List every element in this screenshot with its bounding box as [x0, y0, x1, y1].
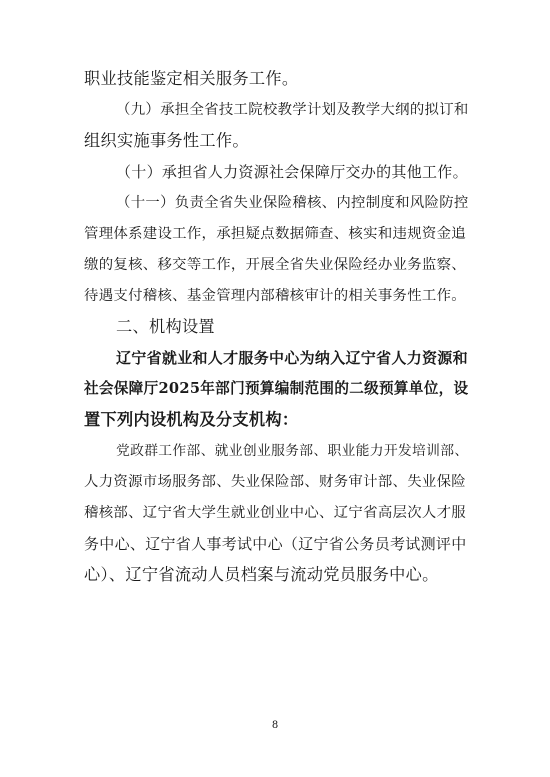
page-number: 8: [271, 720, 279, 731]
text-line-10: 人力资源市场服务部、失业保险部、财务审计部、失业保险: [84, 474, 466, 490]
bold-text-line-1: 辽宁省就业和人才服务中心为纳入辽宁省人力资源和: [116, 349, 468, 367]
text-line-3: 组织实施事务性工作。: [84, 131, 249, 150]
text-line-13: 心）、辽宁省流动人员档案与流动党员服务中心。: [84, 565, 439, 584]
text-line-1: 职业技能鉴定相关服务工作。: [84, 69, 299, 88]
bold-text-line-3: 置下列内设机构及分支机构：: [84, 410, 299, 429]
text-line-9: 党政群工作部、就业创业服务部、职业能力开发培训部、: [116, 443, 469, 459]
text-line-6: 管理体系建设工作，承担疑点数据筛查、核实和违规资金追: [84, 226, 466, 242]
text-line-11: 稽核部、辽宁省大学生就业创业中心、辽宁省高层次人才服: [84, 505, 466, 521]
bold-text-line-2: 社会保障厅2025年部门预算编制范围的二级预算单位，设: [84, 380, 469, 397]
text-line-2: （九）承担全省技工院校教学计划及教学大纲的拟订和: [116, 102, 469, 118]
text-line-8: 待遇支付稽核、基金管理内部稽核审计的相关事务性工作。: [84, 288, 466, 304]
section-heading: 二、机构设置: [116, 317, 215, 336]
text-line-7: 缴的复核、移交等工作，开展全省失业保险经办业务监察、: [84, 257, 466, 273]
text-line-4: （十）承担省人力资源社会保障厅交办的其他工作。: [116, 163, 468, 181]
text-line-12: 务中心、辽宁省人事考试中心（辽宁省公务员考试测评中: [84, 535, 467, 553]
text-line-5: （十一）负责全省失业保险稽核、内控制度和风险防控: [116, 195, 469, 211]
